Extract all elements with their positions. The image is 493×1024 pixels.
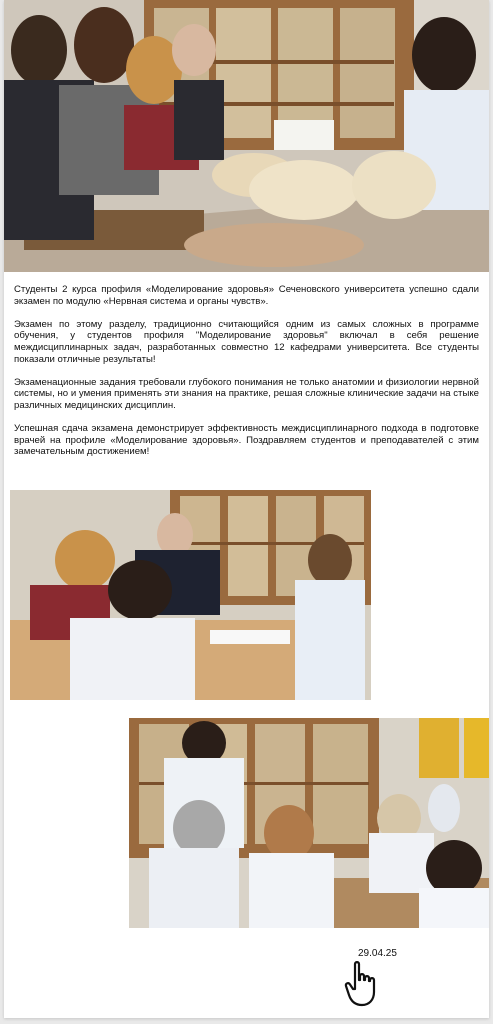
article-paragraph-3: Экзаменационные задания требовали глубокого понимания не только анатомии и физиологии нервной системы, но и умения применять эти знания на практике, решая сложные клинические задачи на стыке различных медицинских дисциплин. bbox=[14, 376, 479, 411]
article-body bbox=[14, 284, 479, 458]
publication-date: 29.04.25 bbox=[358, 948, 397, 959]
article-paragraph-4: Успешная сдача экзамена демонстрирует эффективность междисциплинарного подхода в подготовке врачей на профиле «Моделирование здоровья». Поздравляем студентов и преподавателей с этим замечательным достижением! bbox=[14, 423, 479, 458]
exam-photo-2 bbox=[10, 490, 371, 700]
news-card bbox=[4, 0, 489, 1018]
hero-photo bbox=[4, 0, 489, 272]
article-paragraph-2: Экзамен по этому разделу, традиционно считающийся одним из самых сложных в программе обучения, у студентов профиля "Моделирование здоровья" включал в себя решение междисциплинарных задач, разработанных совместно 12 кафедрами университета. Все студенты показали отличные результаты! bbox=[14, 318, 479, 365]
article-paragraph-1: Студенты 2 курса профиля «Моделирование здоровья» Сеченовского университета успешно сдали экзамен по модулю «Нервная система и органы чувств». bbox=[14, 284, 479, 307]
hand-pointer-icon bbox=[344, 960, 380, 1008]
exam-photo-3 bbox=[129, 718, 489, 928]
